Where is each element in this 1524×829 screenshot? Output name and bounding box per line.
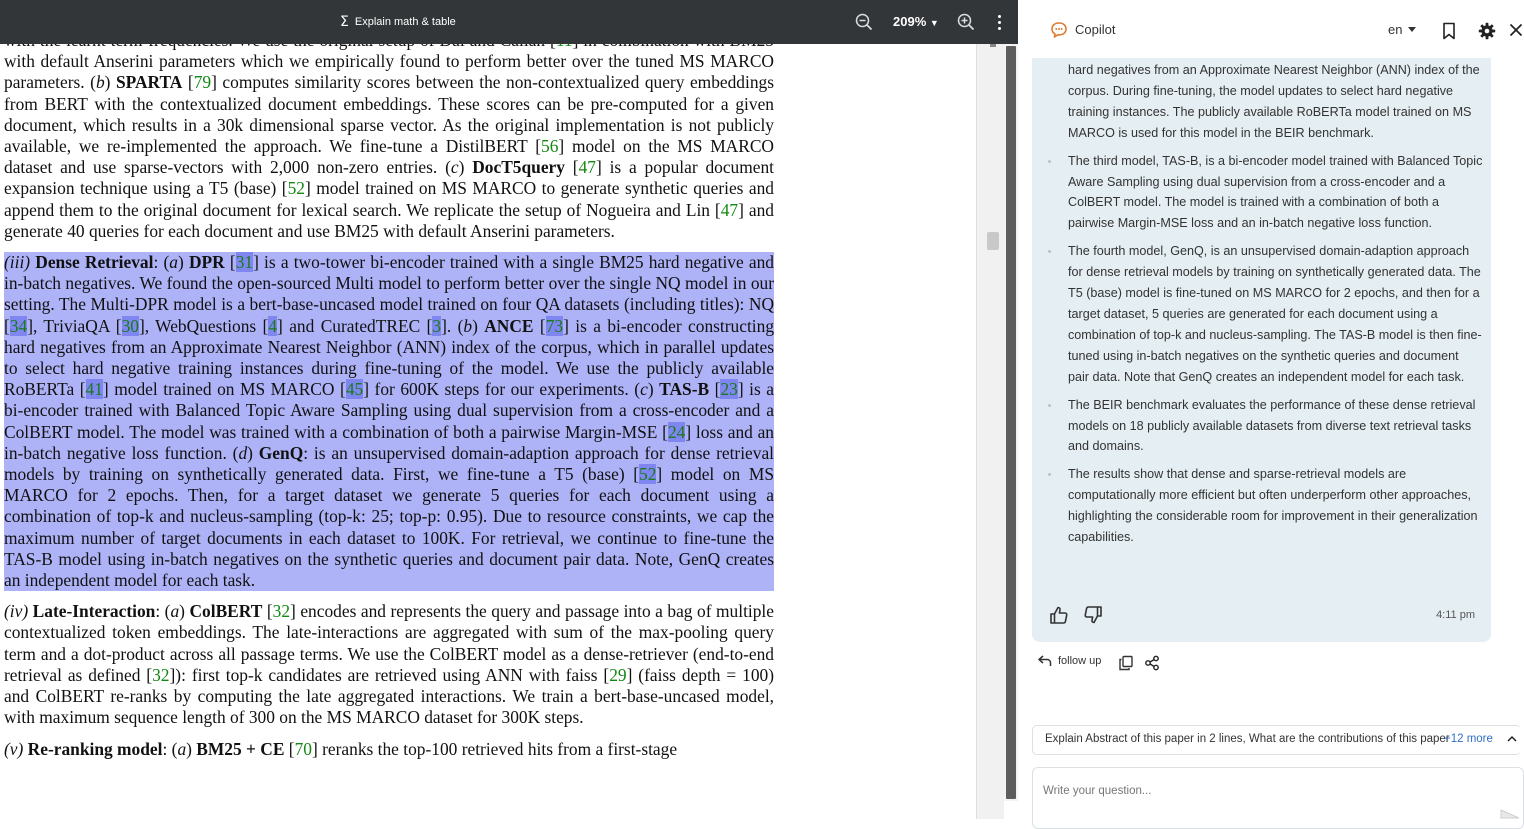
citation-link[interactable]: 29 — [609, 664, 627, 685]
italic-label: (iii) — [4, 252, 31, 273]
bold-term: GenQ — [258, 442, 304, 463]
copilot-answer-card — [1032, 58, 1491, 642]
share-icon[interactable] — [1144, 655, 1160, 671]
citation-link[interactable]: 32 — [152, 664, 170, 685]
citation-link[interactable]: 45 — [345, 379, 364, 400]
suggested-questions-bar[interactable] — [1032, 725, 1521, 755]
scroll-position-marker — [990, 44, 996, 47]
text-run: ] and generate 40 queries for each document and use BM25 with default Anserini parameters. — [4, 199, 774, 241]
italic-label: b — [463, 315, 473, 336]
answer-list-item: The BEIR benchmark evaluates the performance of these dense retrieval models on 18 publicly available datasets from diverse text retrieval tasks and domains. — [1032, 395, 1491, 458]
text-run: [ — [262, 601, 273, 622]
text-run: ) — [647, 379, 660, 400]
text-run: : ( — [155, 601, 171, 622]
pdf-page-text — [4, 30, 774, 770]
copilot-title: Copilot — [1075, 22, 1116, 37]
text-run: ] encodes and represents the query and passage into a bag of multiple contextualized token embeddings. The late-interactions are aggregated with sum of the max-pooling query term and a dot-product across all passage terms. We use the ColBERT model as a dense-retriever (end-to-end retrieval as defined [ — [4, 601, 774, 685]
bold-term: ColBERT — [189, 601, 263, 622]
chevron-up-icon[interactable] — [1507, 734, 1517, 744]
paragraph-sparse-retrieval — [4, 30, 774, 242]
answer-list-item: The results show that dense and sparse-retrieval models are computationally more efficient but often underperform other approaches, highlighting the considerable room for improvement in their generalization capabilities. — [1032, 464, 1491, 548]
italic-label: (v) — [4, 738, 24, 759]
zoom-out-icon[interactable] — [855, 13, 873, 31]
italic-label: b — [95, 72, 105, 93]
italic-label: a — [170, 601, 180, 622]
chat-bubble-icon — [1050, 21, 1068, 39]
text-run: with default Anserini parameters which we empirically found to perform better over the tuned MS MARCO parameters. ( — [4, 51, 774, 93]
italic-label: c — [450, 157, 459, 178]
text-run: : is an unsupervised domain-adaption approach for dense retrieval models by training on synthetically generated data. First, we fine-tune a T5 (base) [ — [4, 442, 774, 485]
thumbs-up-icon[interactable] — [1048, 604, 1070, 626]
text-run: ) — [472, 315, 485, 336]
citation-link[interactable]: 3 — [432, 315, 442, 336]
text-run: ) — [186, 738, 197, 759]
bold-term: DPR — [188, 252, 225, 273]
suggested-question-text[interactable]: Explain Abstract of this paper in 2 lines, What are the contributions of this paper — [1045, 733, 1450, 745]
italic-label: d — [238, 442, 248, 463]
copilot-panel — [1018, 0, 1520, 819]
italic-label: a — [177, 738, 187, 759]
question-box[interactable] — [1032, 767, 1524, 829]
reply-arrow-icon — [1038, 655, 1052, 667]
citation-link[interactable]: 4 — [268, 315, 278, 336]
text-run: ] model on MS MARCO for 2 epochs. Then, for a target dataset we generate 5 queries for each document using a combination of top-k and nucleus-sampling (top-k: 25; top-p: 0.95). Due to resource constraints, we cap the maximum number of target documents in each dataset to 100K. For retrieval, we continue to fine-tune the TAS-B model using in-batch negatives on the synthetic queries and document pair data. Note, GenQ creates an independent model for each task. — [4, 464, 774, 591]
text-run: ]. ( — [441, 315, 464, 336]
text-run: ] is a two-tower bi-encoder trained with a single BM25 hard negative and in-batch negatives. We found the open-sourced Multi model to perform better over the single NQ model in our setting. The Multi-DPR model is a bert-base-uncased model trained on four QA datasets (including titles): NQ [ — [4, 252, 775, 336]
text-run: ] model trained on MS MARCO [ — [102, 379, 346, 400]
resize-handle[interactable] — [987, 232, 999, 250]
text-run: ] for 600K steps for our experiments. ( — [363, 379, 641, 400]
text-run: ] reranks the top-100 retrieved hits from a first-stage — [311, 738, 678, 759]
text-run: : ( — [162, 738, 178, 759]
send-icon[interactable] — [1500, 809, 1520, 819]
pane-divider[interactable] — [976, 44, 1005, 819]
italic-label: a — [169, 252, 178, 273]
text-run: ] is a popular document expansion technique using a T5 (base) [ — [4, 157, 775, 199]
more-suggestions-link[interactable]: +12 more — [1444, 733, 1493, 745]
text-run: : ( — [153, 252, 170, 273]
text-run: [ — [533, 315, 546, 336]
pdf-page — [0, 44, 976, 819]
text-run: [ — [564, 157, 579, 178]
citation-link[interactable]: 56 — [541, 136, 559, 157]
citation-link[interactable]: 79 — [193, 72, 212, 93]
vertical-scrollbar-thumb[interactable] — [1006, 46, 1016, 799]
text-run: ] loss and an in-batch negative loss function. ( — [4, 421, 775, 463]
text-run: ) — [458, 157, 473, 178]
text-run: ] (faiss depth = 100) and ColBERT re-ranks by computing the late aggregated interactions. We train a bert-base-uncased model, with maximum sequence length of 300 on the MS MARCO dataset for 300K steps. — [4, 664, 775, 728]
text-run: ) — [247, 442, 259, 463]
citation-link[interactable]: 52 — [639, 464, 657, 485]
text-run: ] model on the MS MARCO dataset and use sparse-vectors with 2,000 non-zero entries. ( — [4, 136, 774, 178]
citation-link[interactable]: 34 — [9, 315, 28, 336]
citation-link[interactable]: 41 — [85, 379, 103, 400]
caret-down-icon: ▼ — [929, 18, 939, 28]
answer-list — [1032, 60, 1491, 555]
gear-icon[interactable] — [1478, 22, 1496, 40]
follow-up-button[interactable] — [1038, 655, 1101, 667]
chevron-down-icon[interactable] — [1408, 27, 1416, 32]
bold-term: DocT5query — [472, 157, 565, 178]
bold-term: SPARTA — [115, 72, 183, 93]
answer-list-item: The third model, TAS-B, is a bi-encoder model trained with Balanced Topic Aware Sampling using dual supervision from a cross-encoder and a ColBERT model. The model is trained with a combination of both a pairwise Margin-MSE loss and an in-batch negative loss function. — [1032, 151, 1491, 235]
text-run: ) — [104, 72, 116, 93]
citation-link[interactable]: 52 — [287, 178, 305, 199]
viewer-toolbar — [0, 0, 1018, 44]
thumbs-down-icon[interactable] — [1082, 604, 1104, 626]
text-run: ], TriviaQA [ — [27, 315, 122, 336]
text-run: ] and CuratedTREC [ — [277, 315, 433, 336]
bold-term: TAS-B — [659, 379, 710, 400]
answer-list-item: The fourth model, GenQ, is an unsupervised domain-adaption approach for dense retrieval models by training on synthetically generated data. The T5 (base) model is fine-tuned on MS MARCO for 2 epochs, and then for a target dataset, 5 queries are generated for each document using a combination of top-k and nucleus-sampling. The TAS-B model is then fine-tuned using in-batch negatives on the synthetic queries and document pair data. Note that GenQ creates an independent model for each task. — [1032, 241, 1491, 387]
italic-label: c — [640, 379, 648, 400]
bold-term: Late-Interaction — [32, 601, 156, 622]
text-run: [ — [284, 738, 295, 759]
bold-term: Re-ranking model — [27, 738, 163, 759]
text-run: ], WebQuestions [ — [138, 315, 269, 336]
citation-link[interactable]: 31 — [235, 252, 254, 273]
question-input[interactable] — [1041, 784, 1485, 798]
italic-label: (iv) — [4, 601, 29, 622]
text-run: ] model trained on MS MARCO to generate synthetic queries and append them to the original document for lexical search. We replicate the setup of Nogueira and Lin [ — [4, 178, 775, 220]
text-run: [ — [224, 252, 236, 273]
citation-link[interactable]: 70 — [294, 738, 312, 759]
citation-link[interactable]: 32 — [272, 601, 291, 622]
text-run: ) — [177, 252, 189, 273]
answer-list-item: hard negatives from an Approximate Nearest Neighbor (ANN) index of the corpus. During fine-tuning, the model updates to select hard negative training instances. The publicly available RoBERTa model trained on MS MARCO is used for this model in the BEIR benchmark. — [1068, 63, 1480, 140]
zoom-level-value: 209% — [893, 14, 927, 29]
citation-link[interactable]: 30 — [121, 315, 139, 336]
follow-up-label: follow up — [1058, 655, 1102, 667]
more-vert-icon[interactable] — [992, 12, 1006, 32]
close-icon[interactable] — [1509, 23, 1523, 37]
copilot-header — [1018, 0, 1520, 58]
paragraph-late-interaction — [4, 601, 774, 728]
citation-link[interactable]: 47 — [720, 199, 739, 220]
text-run: ]): first top-k candidates are retrieved using ANN with faiss [ — [169, 664, 610, 685]
citation-link[interactable]: 73 — [545, 315, 564, 336]
text-run: ] is a bi-encoder trained with Balanced Topic Aware Sampling using dual supervision from a cross-encoder and a ColBERT model. The model was trained with a combination of both a pairwise Margin-MSE [ — [4, 379, 775, 442]
language-select[interactable]: en — [1388, 22, 1403, 37]
citation-link[interactable]: 24 — [667, 421, 686, 442]
citation-link[interactable]: 23 — [720, 379, 738, 400]
bold-term: BM25 + CE — [196, 738, 285, 759]
bookmark-icon[interactable] — [1442, 22, 1456, 40]
citation-link[interactable]: 47 — [578, 157, 596, 178]
explain-math-table-label: Explain math & table — [354, 16, 456, 28]
scrollbar-corner — [1004, 801, 1018, 819]
text-run: ] computes similarity scores between the non-contextualized query embeddings from BERT with the contextualized document embeddings. These scores can be pre-computed for a given document, which results in a 30k dimensional sparse vector. As the original implementation is not publicly available, we re-implemented the approach. We fine-tune a DistilBERT [ — [4, 72, 774, 157]
zoom-level-dropdown[interactable] — [893, 14, 939, 29]
paragraph-dense-retrieval-selected[interactable] — [4, 252, 774, 591]
copy-icon[interactable] — [1118, 655, 1134, 671]
text-run: ) — [179, 601, 190, 622]
explain-math-table-button[interactable] — [340, 12, 456, 32]
sigma-icon: Σ — [340, 14, 349, 30]
paragraph-re-ranking — [4, 739, 774, 760]
zoom-in-icon[interactable] — [957, 13, 975, 31]
bold-term: Dense Retrieval — [35, 252, 154, 273]
answer-timestamp: 4:11 pm — [1436, 609, 1475, 621]
text-run: ] is a bi-encoder constructing hard negatives from an Approximate Nearest Neighbor (ANN) index of the corpus, which in parallel updates to select hard negative training instances during fine-tuning of the model. We use the publicly available RoBERTa [ — [4, 315, 775, 400]
bold-term: ANCE — [484, 315, 534, 336]
text-run: [ — [182, 72, 194, 93]
text-run: [ — [709, 379, 721, 400]
